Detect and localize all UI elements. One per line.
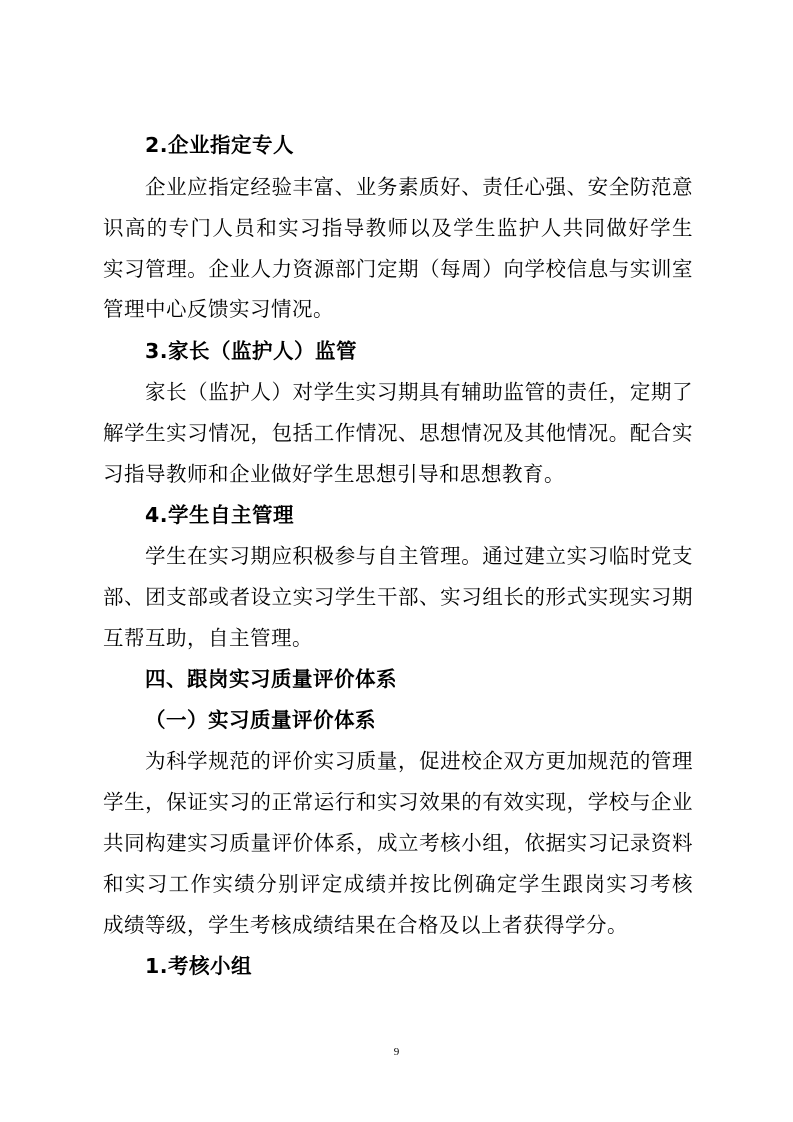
paragraph-line: 成绩等级，学生考核成绩结果在合格及以上者获得学分。 — [103, 913, 628, 937]
paragraph-line: 学生，保证实习的正常运行和实习效果的有效实现，学校与企业 — [103, 790, 693, 814]
paragraph-line: 家长（监护人）对学生实习期具有辅助监管的责任，定期了 — [145, 380, 693, 404]
section-heading-4: 4.学生自主管理 — [145, 503, 295, 527]
paragraph-line: 学生在实习期应积极参与自主管理。通过建立实习临时党支 — [145, 544, 693, 568]
paragraph-line: 为科学规范的评价实习质量，促进校企双方更加规范的管理 — [145, 749, 693, 773]
chapter-heading: 四、跟岗实习质量评价体系 — [145, 667, 397, 691]
section-heading-1: 1.考核小组 — [145, 954, 253, 978]
paragraph-line: 解学生实习情况，包括工作情况、思想情况及其他情况。配合实 — [103, 421, 693, 445]
paragraph-line: 识高的专门人员和实习指导教师以及学生监护人共同做好学生 — [103, 216, 693, 240]
paragraph-line: 实习管理。企业人力资源部门定期（每周）向学校信息与实训室 — [103, 257, 693, 281]
page-number: 9 — [393, 1046, 400, 1058]
section-heading-2: 2.企业指定专人 — [145, 133, 295, 157]
paragraph-line: 部、团支部或者设立实习学生干部、实习组长的形式实现实习期 — [103, 585, 693, 609]
paragraph-line: 互帮互助，自主管理。 — [103, 626, 313, 650]
section-heading-3: 3.家长（监护人）监管 — [145, 339, 358, 363]
paragraph-line: 和实习工作实绩分别评定成绩并按比例确定学生跟岗实习考核 — [103, 872, 693, 896]
paragraph-line: 管理中心反馈实习情况。 — [103, 297, 334, 321]
paragraph-line: 企业应指定经验丰富、业务素质好、责任心强、安全防范意 — [145, 175, 693, 199]
paragraph-line: 共同构建实习质量评价体系，成立考核小组，依据实习记录资料 — [103, 831, 693, 855]
subsection-heading: （一）实习质量评价体系 — [145, 708, 376, 732]
paragraph-line: 习指导教师和企业做好学生思想引导和思想教育。 — [103, 462, 565, 486]
